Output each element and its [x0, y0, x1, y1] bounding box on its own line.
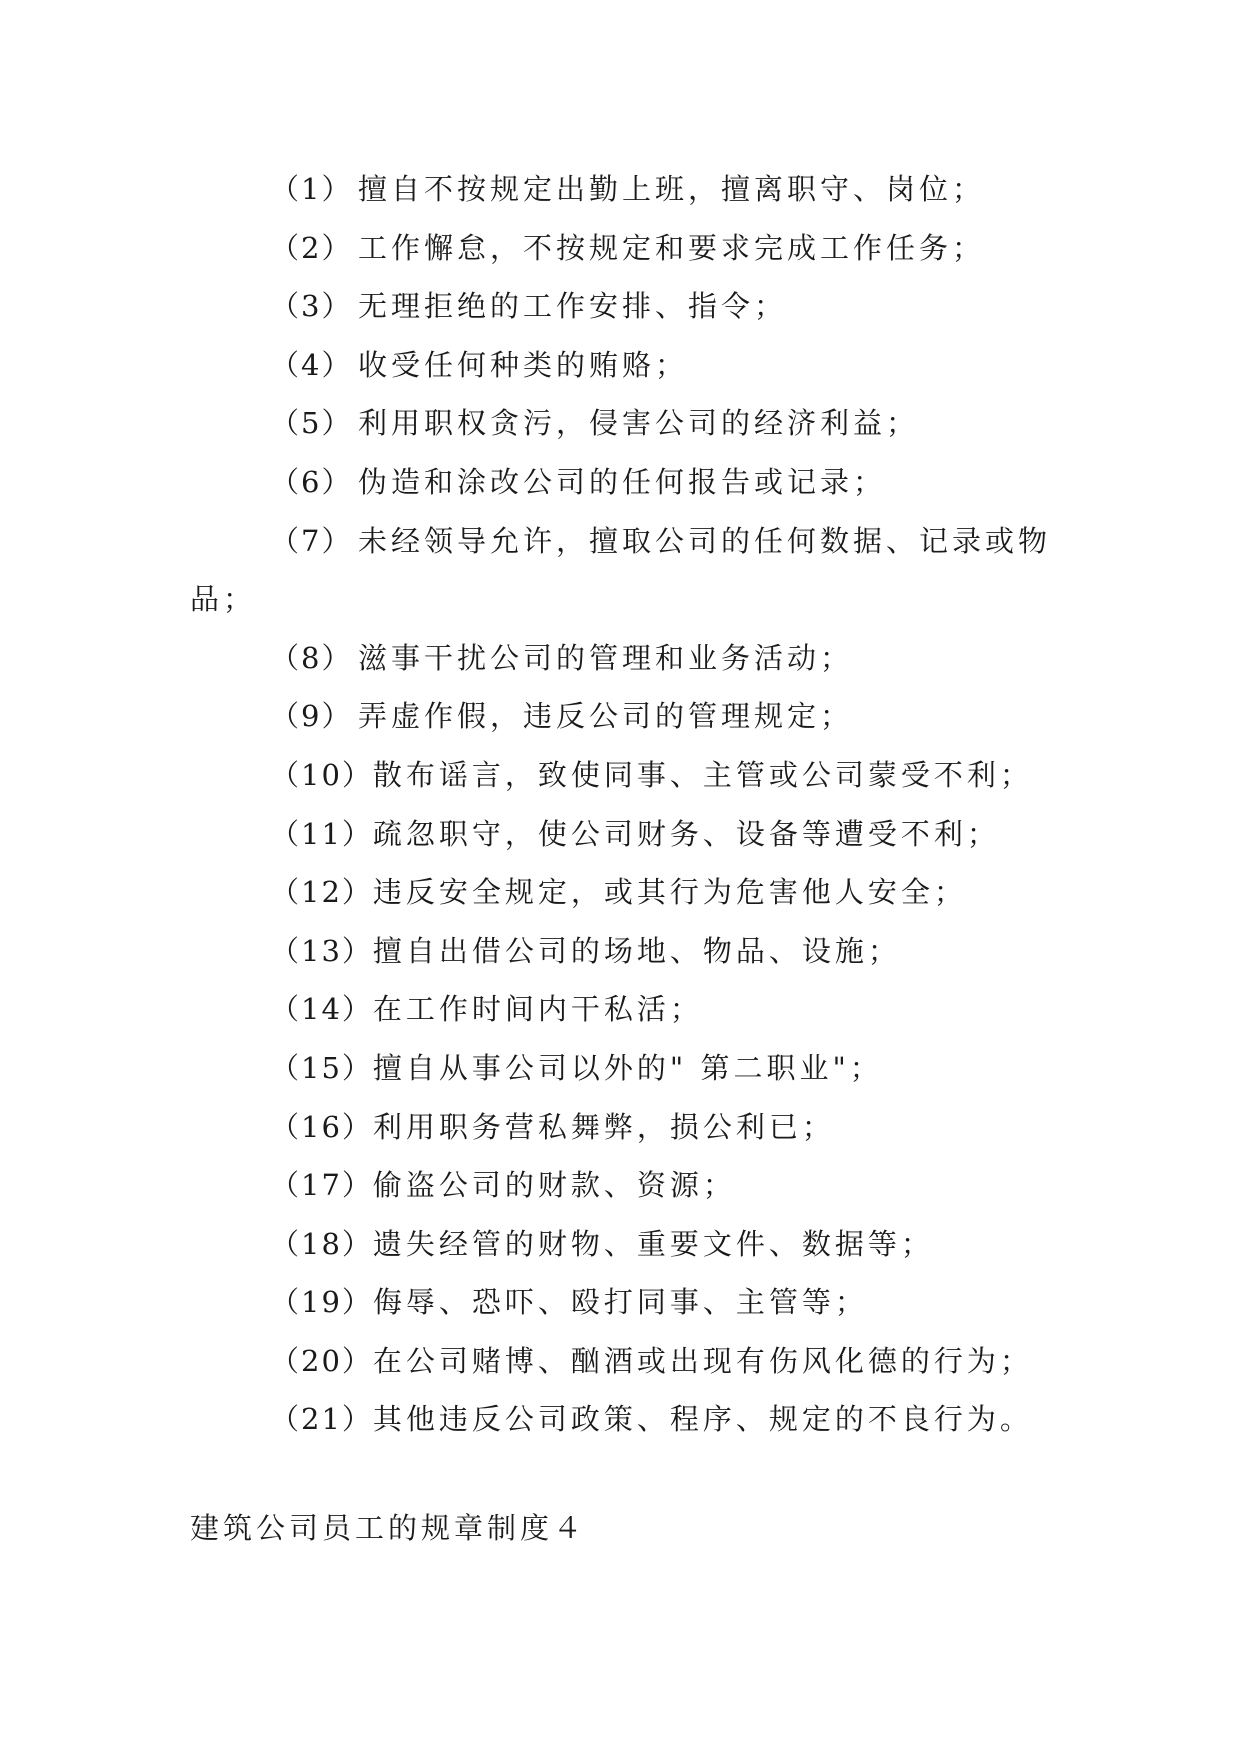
rule-number: （11）: [270, 816, 373, 851]
rule-text: 在工作时间内干私活；: [372, 992, 703, 1027]
rule-text: 违反安全规定，或其行为危害他人安全；: [372, 875, 967, 910]
rule-number: （8）: [270, 640, 353, 675]
rule-text: 未经领导允许，擅取公司的任何数据、记录或物品；: [190, 523, 1052, 617]
section-heading: 建筑公司员工的规章制度４: [190, 1511, 587, 1545]
rule-number: （16）: [270, 1109, 373, 1144]
rule-text: 弄虚作假，违反公司的管理规定；: [358, 699, 854, 734]
rule-item: [190, 394, 1060, 453]
rule-number: （13）: [270, 933, 373, 968]
rule-item: [190, 1273, 1060, 1332]
rule-text: 利用职务营私舞弊，损公利已；: [372, 1109, 835, 1144]
rule-item: [190, 219, 1060, 278]
rule-number: （10）: [270, 757, 373, 792]
rules-list: [190, 160, 1060, 1449]
rule-item: [190, 512, 1060, 629]
rule-number: （18）: [270, 1226, 373, 1261]
rule-number: （21）: [270, 1402, 373, 1437]
rule-number: （1）: [270, 172, 353, 206]
rule-number: （6）: [270, 464, 353, 499]
rule-item: [190, 1098, 1060, 1157]
rule-number: （5）: [270, 406, 353, 441]
rule-number: （3）: [270, 289, 353, 324]
rule-text: 遗失经管的财物、重要文件、数据等；: [372, 1226, 934, 1261]
rule-item: [190, 922, 1060, 981]
rule-text: 擅自从事公司以外的" 第二职业"；: [372, 1050, 883, 1085]
rule-item: [190, 1215, 1060, 1274]
rule-item: [190, 160, 1060, 219]
rule-number: （17）: [270, 1168, 373, 1203]
rule-number: （4）: [270, 347, 353, 382]
rule-item: [190, 1039, 1060, 1098]
rule-text: 无理拒绝的工作安排、指令；: [358, 289, 788, 324]
rule-item: [190, 629, 1060, 688]
rule-number: （14）: [270, 992, 373, 1027]
rule-number: （15）: [270, 1050, 373, 1085]
rule-number: （9）: [270, 699, 353, 734]
rule-text: 疏忽职守，使公司财务、设备等遭受不利；: [372, 816, 1000, 851]
rule-text: 收受任何种类的贿赂；: [358, 347, 689, 382]
rule-text: 散布谣言，致使同事、主管或公司蒙受不利；: [372, 757, 1033, 792]
rule-text: 利用职权贪污，侵害公司的经济利益；: [358, 406, 920, 441]
rule-text: 擅自出借公司的场地、物品、设施；: [372, 933, 901, 968]
rule-number: （2）: [270, 230, 353, 265]
rule-item: [190, 453, 1060, 512]
rule-item: [190, 1332, 1060, 1391]
rule-text: 侮辱、恐吓、殴打同事、主管等；: [372, 1285, 868, 1320]
rule-text: 其他违反公司政策、程序、规定的不良行为。: [372, 1402, 1033, 1437]
rule-number: （7）: [270, 523, 353, 558]
rule-number: （20）: [270, 1343, 373, 1378]
rule-item: [190, 863, 1060, 922]
rule-item: [190, 980, 1060, 1039]
rule-item: [190, 336, 1060, 395]
rule-text: 工作懈怠，不按规定和要求完成工作任务；: [358, 230, 986, 265]
rule-item: [190, 277, 1060, 336]
rule-item: [190, 1156, 1060, 1215]
rule-text: 在公司赌博、酗酒或出现有伤风化德的行为；: [372, 1343, 1033, 1378]
rule-item: [190, 805, 1060, 864]
rule-number: （12）: [270, 875, 373, 910]
rule-item: [190, 687, 1060, 746]
rule-text: 滋事干扰公司的管理和业务活动；: [358, 640, 854, 675]
rule-number: （19）: [270, 1285, 373, 1320]
rule-text: 擅自不按规定出勤上班，擅离职守、岗位；: [358, 172, 986, 206]
rule-text: 伪造和涂改公司的任何报告或记录；: [358, 464, 887, 499]
rule-item: [190, 746, 1060, 805]
rule-text: 偷盗公司的财款、资源；: [372, 1168, 736, 1203]
rule-item: [190, 1390, 1060, 1449]
